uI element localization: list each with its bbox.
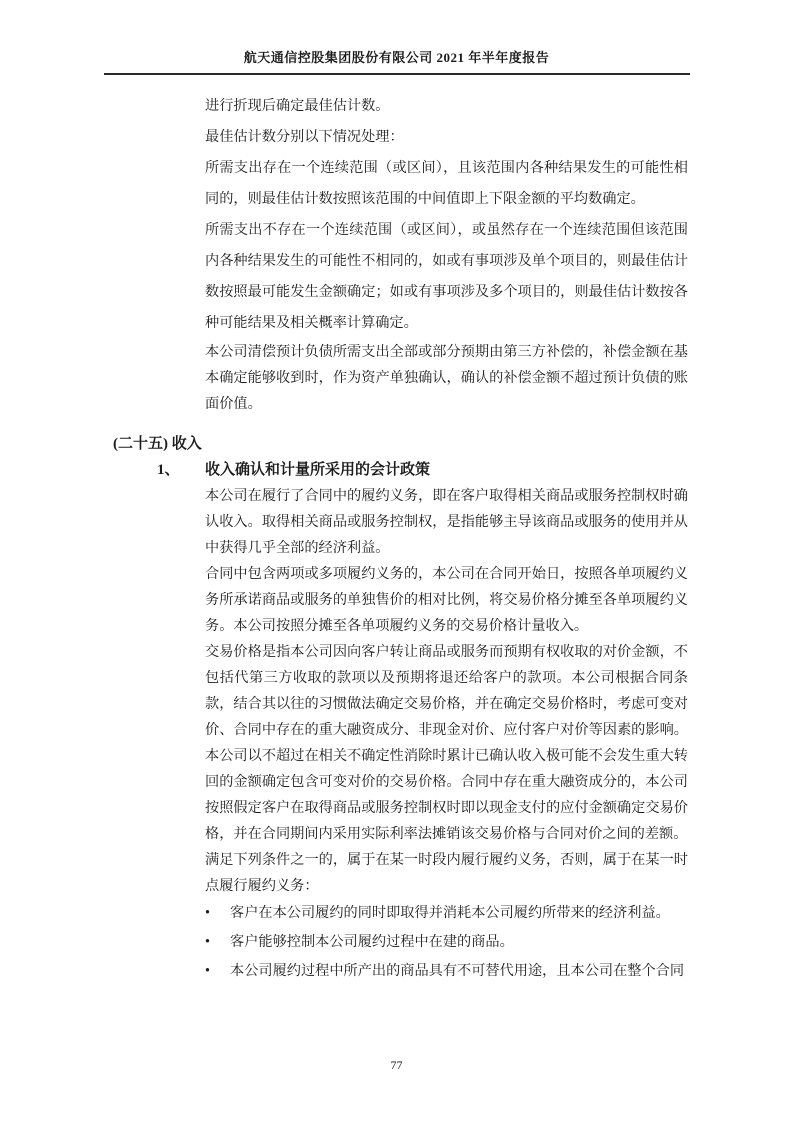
page-footer xyxy=(0,1056,793,1074)
bullet-list xyxy=(205,899,688,986)
paragraph: 满足下列条件之一的，属于在某一时段内履行履约义务，否则，属于在某一时点履行履约义务： xyxy=(205,852,688,894)
list-item xyxy=(205,928,688,957)
bullet-text: 客户在本公司履约的同时即取得并消耗本公司履约所带来的经济利益。 xyxy=(230,905,670,921)
bullet-marker: • xyxy=(205,963,210,979)
section-heading-revenue: (二十五) 收入 xyxy=(113,436,202,452)
paragraph: 交易价格是指本公司因向客户转让商品或服务而预期有权收取的对价金额，不包括代第三方收取的款项以及预期将退还给客户的款项。本公司根据合同条款，结合其以往的习惯做法确定交易价格，并在确定交易价格时，考虑可变对价、合同中存在的重大融资成分、非现金对价、应付客户对价等因素的影响。本公司以不超过在相关不确定性消除时累计已确认收入极可能不会发生重大转回的金额确定包含可变对价的交易价格。合同中存在重大融资成分的，本公司按照假定客户在取得商品或服务控制权时即以现金支付的应付金额确定交易价格，并在合同期间内采用实际利率法摊销该交易价格与合同对价之间的差额。 xyxy=(205,644,688,842)
report-header xyxy=(0,0,793,75)
list-item xyxy=(205,899,688,928)
page-number: 77 xyxy=(390,1058,403,1072)
list-item xyxy=(205,957,688,986)
paragraph: 本公司在履行了合同中的履约义务，即在客户取得相关商品或服务控制权时确认收入。取得相关商品或服务控制权，是指能够主导该商品或服务的使用并从中获得几乎全部的经济利益。 xyxy=(205,488,688,556)
bullet-marker: • xyxy=(205,934,210,950)
subsection-number: 1、 xyxy=(157,462,180,478)
bullet-marker: • xyxy=(205,905,210,921)
bullet-text: 客户能够控制本公司履约过程中在建的商品。 xyxy=(230,934,514,950)
subsection-title: 收入确认和计量所采用的会计政策 xyxy=(205,462,431,478)
document-body xyxy=(113,75,688,986)
paragraph: 本公司清偿预计负债所需支出全部或部分预期由第三方补偿的，补偿金额在基本确定能够收到时，作为资产单独确认，确认的补偿金额不超过预计负债的账面价值。 xyxy=(205,344,688,412)
paragraph: 进行折现后确定最佳估计数。 xyxy=(205,98,390,114)
bullet-text: 本公司履约过程中所产出的商品具有不可替代用途，且本公司在整个合同 xyxy=(230,963,685,979)
subsection-heading xyxy=(157,457,688,483)
paragraph: 所需支出不存在一个连续范围（或区间），或虽然存在一个连续范围但该范围内各种结果发生的可能性不相同的，如或有事项涉及单个项目的，则最佳估计数按照最可能发生金额确定；如或有事项涉及多个项目的，则最佳估计数按各种可能结果及相关概率计算确定。 xyxy=(205,222,688,331)
paragraph: 合同中包含两项或多项履约义务的，本公司在合同开始日，按照各单项履约义务所承诺商品或服务的单独售价的相对比例，将交易价格分摊至各单项履约义务。本公司按照分摊至各单项履约义务的交易价格计量收入。 xyxy=(205,566,688,634)
report-title: 航天通信控股集团股份有限公司 2021 年半年度报告 xyxy=(243,50,550,65)
paragraph: 最佳估计数分别以下情况处理： xyxy=(205,129,404,145)
paragraph: 所需支出存在一个连续范围（或区间），且该范围内各种结果发生的可能性相同的，则最佳估计数按照该范围的中间值即上下限金额的平均数确定。 xyxy=(205,160,688,207)
